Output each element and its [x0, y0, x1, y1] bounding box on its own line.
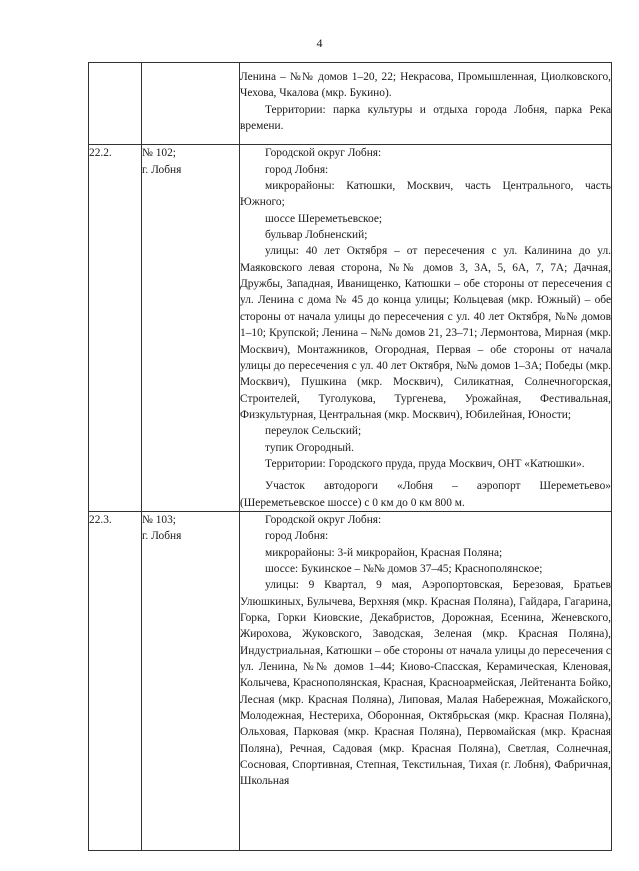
description-paragraph: Ленина – №№ домов 1–20, 22; Некрасова, Промышленная, Циолковского, Чехова, Чкалова (мкр. Букино).: [240, 71, 611, 100]
description-cell: [240, 511, 612, 850]
table-row: [89, 511, 612, 850]
row-number-cell: 22.3.: [89, 511, 142, 850]
description-cell: [240, 63, 612, 145]
description-paragraph: Территории: Городского пруда, пруда Москвич, ОНТ «Катюшки».: [265, 457, 585, 470]
description-paragraph: Городской округ Лобня:: [265, 147, 382, 160]
page-number: 4: [316, 36, 323, 50]
description-paragraph: Городской округ Лобня:: [265, 513, 382, 526]
description-paragraph: Участок автодороги «Лобня – аэропорт Шереметьево» (Шереметьевское шоссе) с 0 км до 0 км 800 м.: [240, 480, 611, 509]
description-paragraph: тупик Огородный.: [265, 441, 354, 454]
description-paragraph: город Лобня:: [265, 163, 329, 176]
description-paragraph: шоссе: Букинское – №№ домов 37–45; Краснополянское;: [265, 562, 543, 575]
district-line: № 102;: [142, 147, 176, 160]
district-cell: [142, 145, 240, 512]
table-row: [89, 63, 612, 145]
districts-table: [88, 62, 612, 851]
description-paragraph: переулок Сельский;: [265, 425, 362, 438]
district-line: № 103;: [142, 513, 176, 526]
district-cell: [142, 511, 240, 850]
description-paragraph: улицы: 40 лет Октября – от пересечения с ул. Калинина до ул. Маяковского левая сторона, №№ домов 3, 3А, 5, 6А, 7, 7А; Дачная, Дружбы, Западная, Иванищенко, Катюшки – обе стороны от пересечения с ул. Ленина с дома № 45 до конца улицы; Кольцевая (мкр. Южный) – обе стороны от начала улицы до пересечения с ул. 40 лет Октября, №№ домов 1–10; Крупской; Ленина – №№ домов 21, 23–71; Лермонтова, Мирная (мкр. Москвич), Монтажников, Огородная, Первая – обе стороны от начала улицы до пересечения с ул. 40 лет Октября, №№ домов 1–3А; Победы (мкр. Москвич), Пушкина (мкр. Москвич), Силикатная, Солнечногорская, Строителей, Туголукова, Тургенева, Урожайная, Фестивальная, Физкультурная, Центральная (мкр. Москвич), Юбилейная, Юности;: [240, 245, 611, 421]
row-number-cell: [89, 63, 142, 145]
districts-table-body: [89, 63, 612, 851]
description-paragraph: город Лобня:: [265, 530, 329, 543]
district-line: г. Лобня: [142, 530, 182, 543]
description-paragraph: бульвар Лобненский;: [265, 229, 368, 242]
description-cell: [240, 145, 612, 512]
description-paragraph: шоссе Шереметьевское;: [265, 212, 383, 225]
district-line: г. Лобня: [142, 163, 182, 176]
description-paragraph: микрорайоны: 3-й микрорайон, Красная Поляна;: [265, 546, 503, 559]
district-cell: [142, 63, 240, 145]
table-row: [89, 145, 612, 512]
row-number-cell: 22.2.: [89, 145, 142, 512]
description-paragraph: микрорайоны: Катюшки, Москвич, часть Центрального, часть Южного;: [240, 180, 611, 209]
description-paragraph: Территории: парка культуры и отдыха города Лобня, парка Река времени.: [240, 103, 611, 133]
description-paragraph: улицы: 9 Квартал, 9 мая, Аэропортовская, Березовая, Братьев Улюшкиных, Булычева, Верхняя (мкр. Красная Поляна), Гайдара, Гагарина, Горка, Горки Киовские, Декабристов, Дорожная, Есенина, Женевского, Жирохова, Жуковского, Заводская, Зеленая (мкр. Красная Поляна), Индустриальная, Катюшки – обе стороны от начала улицы до пересечения с ул. Ленина, №№ домов 1–44; Киово-Спасская, Керамическая, Кленовая, Колычева, Краснополянская, Красная, Красноармейская, Лейтенанта Бойко, Лесная (мкр. Красная Поляна), Липовая, Малая Набережная, Можайского, Молодежная, Нестериха, Оборонная, Октябрьская (мкр. Красная Поляна), Ольховая, Парковая (мкр. Красная Поляна), Первомайская (мкр. Красная Поляна), Речная, Садовая (мкр. Красная Поляна), Светлая, Солнечная, Сосновая, Спортивная, Степная, Текстильная, Тихая (г. Лобня), Фабричная, Школьная: [240, 579, 611, 788]
